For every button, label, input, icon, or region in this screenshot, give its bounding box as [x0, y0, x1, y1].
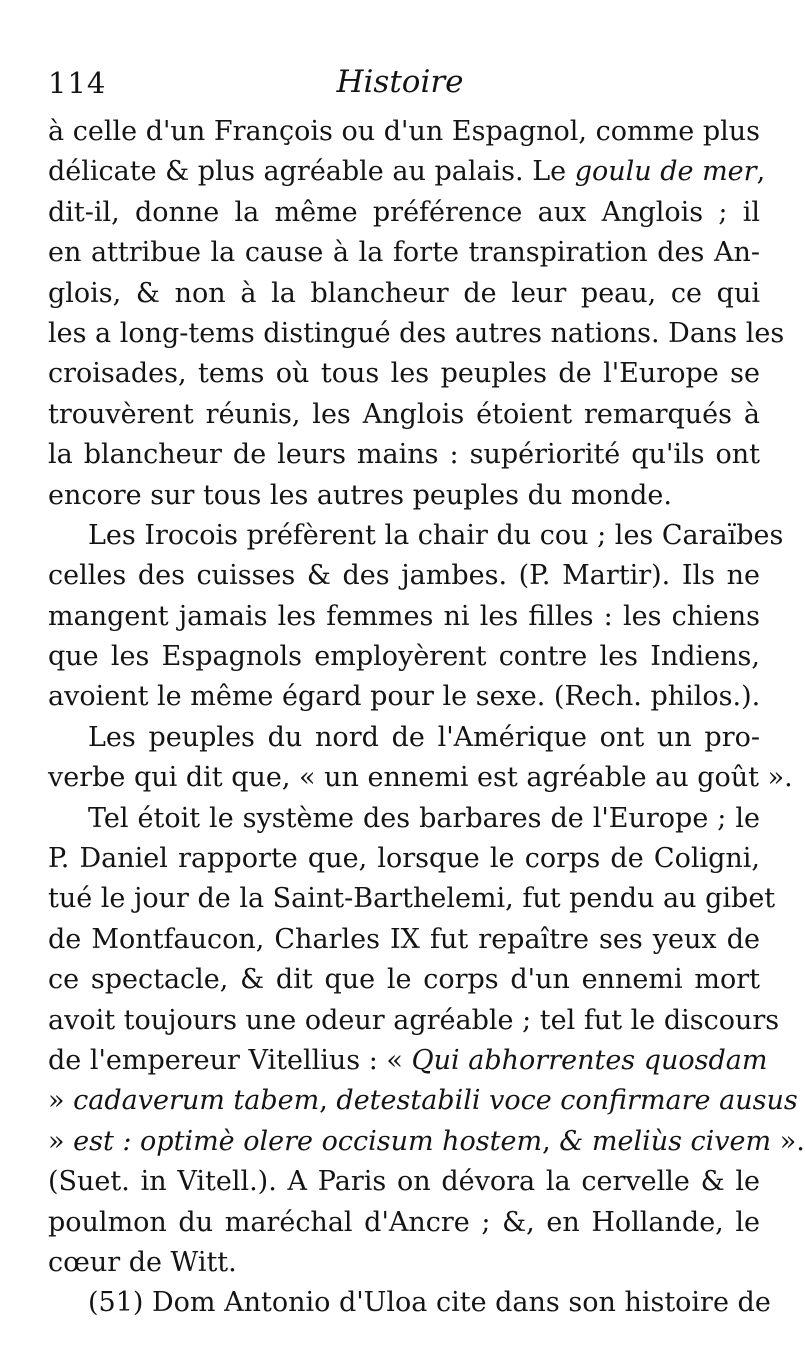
text-segment: tué le jour de la Saint-Barthelemi, fut pendu au gibet	[48, 883, 776, 915]
running-head	[48, 60, 752, 104]
italic-text: est : optimè olere occisum hostem	[73, 1125, 543, 1157]
text-segment: P. Daniel rapporte que, lorsque le corps de Coligni,	[48, 843, 760, 875]
text-segment: les a long-tems distingué des autres nations. Dans les	[48, 317, 785, 349]
text-segment: encore sur tous les autres peuples du monde.	[48, 479, 672, 511]
text-line	[48, 1243, 760, 1283]
text-segment: poulmon du maréchal d'Ancre ; &, en Hollande, le	[48, 1206, 760, 1238]
text-segment: verbe qui dit que, « un ennemi est agréable au goût ».	[48, 762, 793, 794]
text-line	[48, 476, 760, 516]
text-segment: glois, & non à la blancheur de leur peau, ce qui	[48, 277, 760, 309]
text-line	[48, 1203, 760, 1243]
text-segment: (Suet. in Vitell.). A Paris on dévora la cervelle & le	[48, 1166, 760, 1198]
text-segment: trouvèrent réunis, les Anglois étoient remarqués à	[48, 398, 760, 430]
text-segment: celles des cuisses & des jambes. (P. Martir). Ils ne	[48, 560, 760, 592]
text-segment: ,	[319, 1085, 337, 1117]
text-segment: cœur de Witt.	[48, 1246, 237, 1278]
text-line	[48, 1041, 768, 1081]
text-segment: à celle d'un François ou d'un Espagnol, comme plus	[48, 116, 760, 147]
text-line	[48, 152, 766, 192]
text-line	[48, 435, 760, 475]
text-segment: (51) Dom Antonio d'Uloa cite dans son histoire de	[88, 1287, 771, 1319]
text-segment: Les peuples du nord de l'Amérique ont un pro-	[88, 721, 760, 753]
text-segment: délicate & plus agréable au palais. Le	[48, 156, 575, 188]
text-segment: Les Irocois préfèrent la chair du cou ; les Caraïbes	[88, 519, 784, 551]
text-line	[48, 1081, 798, 1121]
text-line	[48, 193, 760, 233]
text-line	[48, 677, 760, 717]
text-line	[48, 839, 760, 879]
text-segment: dit-il, donne la même préférence aux Anglois ; il	[48, 196, 760, 228]
text-segment: »	[48, 1085, 74, 1117]
text-segment: en attribue la cause à la forte transpiration des An-	[48, 237, 760, 269]
text-segment: de Montfaucon, Charles IX fut repaître ses yeux de	[48, 923, 760, 955]
text-segment: la blancheur de leurs mains : supériorité qu'ils ont	[48, 439, 760, 471]
text-line	[48, 1283, 771, 1323]
text-line	[48, 395, 760, 435]
text-segment: ».	[771, 1125, 805, 1157]
italic-text: cadaverum tabem	[73, 1085, 320, 1117]
text-segment: que les Espagnols employèrent contre les Indiens,	[48, 641, 760, 673]
text-line	[48, 597, 760, 637]
text-line	[48, 556, 760, 596]
italic-text: Qui abhorrentes quosdam	[411, 1044, 768, 1076]
text-segment: mangent jamais les femmes ni les filles : les chiens	[48, 600, 760, 632]
running-title: Histoire	[336, 64, 464, 100]
text-segment: ,	[542, 1125, 560, 1157]
text-segment: »	[48, 1125, 74, 1157]
text-line	[48, 879, 776, 919]
text-line	[48, 274, 760, 314]
text-segment: ,	[756, 156, 766, 188]
text-line	[48, 637, 760, 677]
text-line	[48, 233, 760, 273]
text-segment: avoit toujours une odeur agréable ; tel fut le discours	[48, 1004, 780, 1036]
text-line	[48, 960, 760, 1000]
text-line	[48, 920, 760, 960]
text-line	[48, 516, 784, 556]
text-segment: Tel étoit le système des barbares de l'Europe ; le	[88, 802, 760, 834]
text-segment: de l'empereur Vitellius : «	[48, 1044, 412, 1076]
text-line	[48, 758, 793, 798]
text-line	[48, 354, 760, 394]
text-line	[48, 1001, 780, 1041]
page-number: 114	[48, 66, 107, 100]
text-segment: avoient le même égard pour le sexe. (Rech. philos.).	[48, 681, 761, 713]
italic-text: goulu de mer	[574, 156, 757, 188]
text-line	[48, 718, 760, 758]
italic-text: & meliùs civem	[559, 1125, 772, 1157]
text-line	[48, 1162, 760, 1202]
text-line	[48, 112, 760, 152]
text-line	[48, 314, 785, 354]
text-line	[48, 799, 760, 839]
text-line	[48, 1122, 805, 1162]
italic-text: detestabili voce confirmare ausus	[336, 1085, 798, 1117]
body-text	[48, 112, 805, 1324]
text-segment: croisades, tems où tous les peuples de l'Europe se	[48, 358, 760, 390]
text-segment: ce spectacle, & dit que le corps d'un ennemi mort	[48, 964, 760, 996]
